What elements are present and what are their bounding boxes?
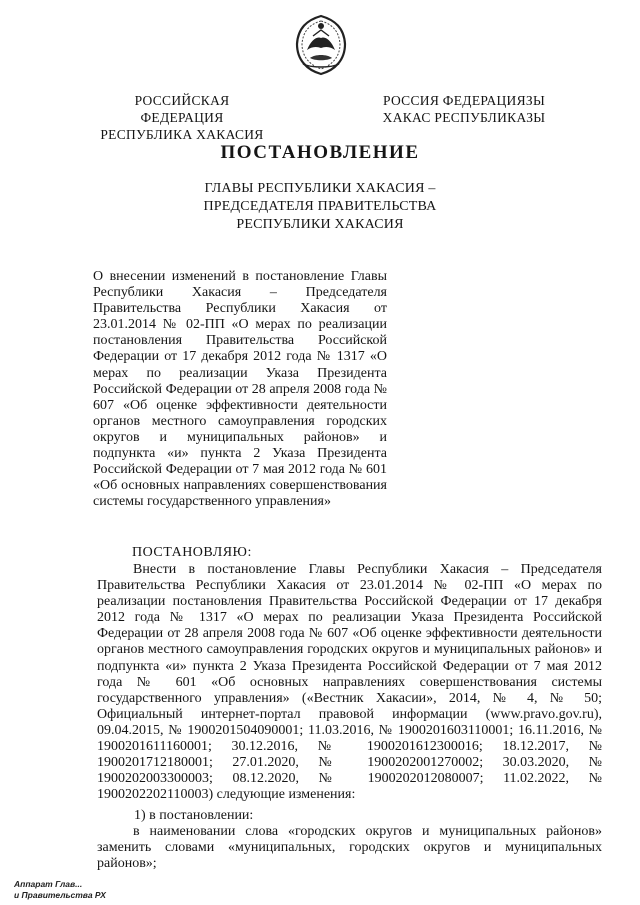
sub-item-text: в наименовании слова «городских округов и муниципальных районов» заменить словами «муниципальных, городских округов и муниципальных районов»; [97,824,602,872]
document-title: ПОСТАНОВЛЕНИЕ [220,142,420,163]
abstract-text: О внесении изменений в постановление Главы Республики Хакасия – Председателя Правительства Республики Хакасия от 23.01.2014 № 02-ПП «О мерах по реализации постановления Правительства Российской Федерации от 17 декабря 2012 года № 1317 «О мерах по реализации Указа Президента Российской Федерации от 28 апреля 2008 года № 607 «Об оценке эффективности деятельности органов местного самоуправления городских округов и муниципальных районов» и подпункта «и» пункта 2 Указа Президента Российской Федерации от 7 мая 2012 года № 601 «Об основных направлениях совершенствования системы государственного управления» [93,269,387,510]
issuer-line-2: ПРЕДСЕДАТЕЛЯ ПРАВИТЕЛЬСТВА [203,199,437,214]
stamp-line-1: Аппарат Глав... [14,879,83,889]
main-paragraph: Внести в постановление Главы Республики Хакасия – Председателя Правительства Республики Хакасия от 23.01.2014 № 02-ПП «О мерах по реализации постановления Правительства Российской Федерации от 17 декабря 2012 года № 1317 «О мерах по реализации Указа Президента Российской Федерации от 28 апреля 2008 года № 607 «Об оценке эффективности деятельности органов местного самоуправления городских округов и муниципальных районов» и подпункта «и» пункта 2 Указа Президента Российской Федерации от 7 мая 2012 года № 601 «Об основных направлениях совершенствования системы государственного управления» («Вестник Хакасии», 2014, № 4, № 50; Официальный интернет-портал правовой информации (www.pravo.gov.ru), 09.04.2015, № 1900201504090001; 11.03.2016, № 1900201603110001; 16.11.2016, № 1900201611160001; 30.12.2016, № 1900201612300016; 18.12.2017, № 1900201712180001; 27.01.2020, № 1900202001270002; 30.03.2020, № 1900202003300003; 08.12.2020, № 1900202012080007; 11.02.2022, № 1900202202110003) следующие изменения: [97,562,602,803]
coat-of-arms-emblem [293,14,349,76]
main-paragraph-block [97,562,602,803]
header-left-line-1: РОССИЙСКАЯ ФЕДЕРАЦИЯ [134,93,230,125]
header-right-line-2: ХАКАС РЕСПУБЛИКАЗЫ [382,110,546,125]
item-1: 1) в постановлении: [134,808,254,823]
office-stamp [14,879,106,901]
issuer-block [0,180,640,234]
header-right-line-1: РОССИЯ ФЕДЕРАЦИЯЗЫ [382,93,546,108]
issuer-line-3: РЕСПУБЛИКИ ХАКАСИЯ [236,217,404,232]
header-right [378,92,550,126]
issuer-line-1: ГЛАВЫ РЕСПУБЛИКИ ХАКАСИЯ – [204,181,436,196]
header-left-line-2: РЕСПУБЛИКА ХАКАСИЯ [100,127,264,142]
header-left [92,92,272,143]
document-abstract [93,269,387,510]
stamp-line-2: и Правительства РХ [14,890,106,900]
decree-word: ПОСТАНОВЛЯЮ: [132,545,252,560]
